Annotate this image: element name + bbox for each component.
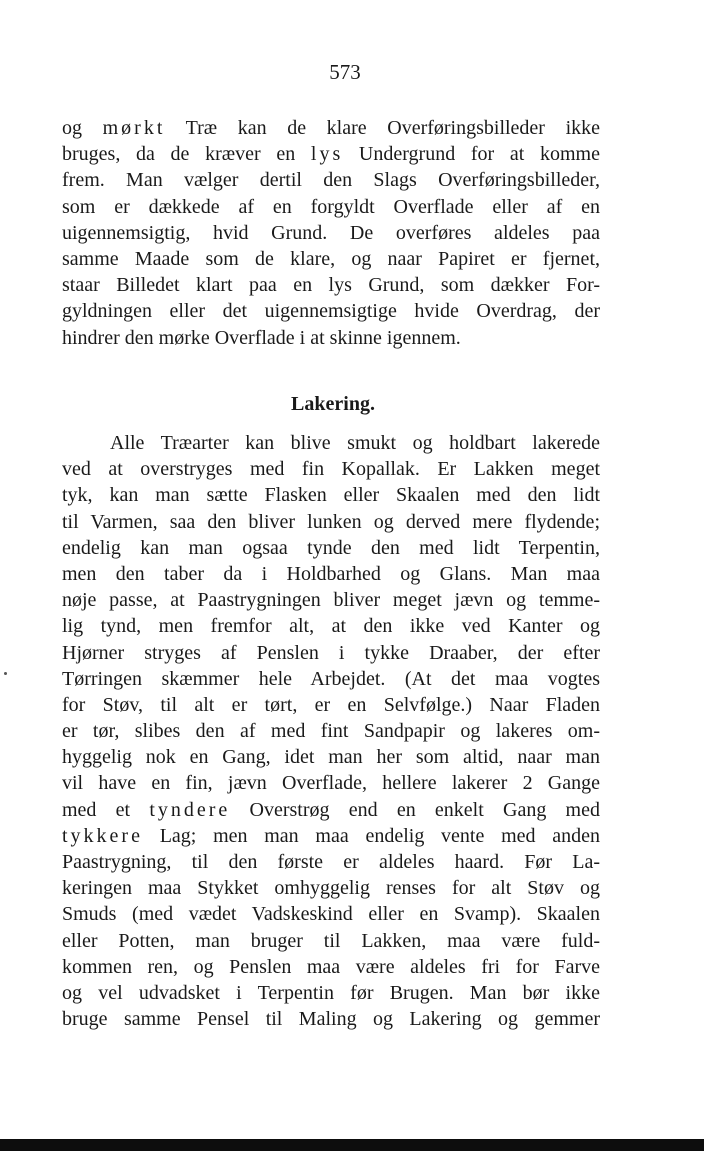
text-run: Træ kan de klare Overføringsbilleder ikke (165, 117, 601, 139)
text-line: eller Potten, man bruger til Lakken, maa være fuld- (62, 929, 600, 952)
text-line: ved at overstryges med fin Kopallak. Er Lakken meget (62, 458, 600, 481)
text-line: er tør, slibes den af med fint Sandpapir og lakeres om- (62, 720, 600, 743)
paragraph-lakering (62, 430, 600, 1032)
text-line: gyldningen eller det uigennemsigtige hvide Overdrag, der (62, 300, 600, 323)
text-line: som er dækkede af en forgyldt Overflade eller af en (62, 195, 600, 218)
text-line: vil have en fin, jævn Overflade, hellere lakerer 2 Gange (62, 772, 600, 795)
text-line: bruge samme Pensel til Maling og Lakering og gemmer (62, 1008, 600, 1031)
text-line: uigennemsigtig, hvid Grund. De overføres aldeles paa (62, 221, 600, 244)
text-line: Paastrygning, til den første er aldeles haard. Før La- (62, 851, 600, 873)
emphasized-word: tyndere (149, 798, 231, 821)
page-number: 573 (329, 60, 361, 84)
text-line (62, 823, 600, 849)
section-heading: Lakering. (291, 393, 375, 415)
text-line: til Varmen, saa den bliver lunken og derved mere flydende; (62, 510, 600, 533)
text-line: keringen maa Stykket omhyggelig renses for alt Støv og (62, 877, 600, 900)
text-line: hyggelig nok en Gang, idet man her som altid, naar man (62, 746, 600, 769)
text-line (62, 115, 600, 141)
text-line: lig tynd, men fremfor alt, at den ikke ved Kanter og (62, 615, 600, 638)
text-line: men den taber da i Holdbarhed og Glans. Man maa (62, 562, 600, 585)
text-line: samme Maade som de klare, og naar Papiret er fjernet, (62, 247, 600, 270)
text-line: staar Billedet klart paa en lys Grund, som dækker For- (62, 274, 600, 297)
text-run: og (62, 117, 103, 139)
paragraph-overforingsbilleder (62, 115, 600, 351)
text-line: Tørringen skæmmer hele Arbejdet. (At det maa vogtes (62, 667, 600, 690)
emphasized-word: tykkere (62, 824, 143, 847)
text-run: bruges, da de kræver en (62, 143, 311, 166)
text-run: med et (62, 798, 150, 821)
text-line: kommen ren, og Penslen maa være aldeles fri for Farve (62, 955, 600, 978)
text-line (62, 797, 600, 823)
text-line: for Støv, til alt er tørt, er en Selvfølge.) Naar Fladen (62, 693, 600, 716)
text-line: endelig kan man ogsaa tynde den med lidt Terpentin, (62, 536, 600, 559)
text-line: hindrer den mørke Overflade i at skinne igennem. (62, 326, 461, 349)
text-line: tyk, kan man sætte Flasken eller Skaalen med den lidt (62, 484, 600, 507)
text-line: Smuds (med vædet Vadskeskind eller en Svamp). Skaalen (62, 903, 600, 926)
margin-speck (4, 672, 7, 675)
text-line: nøje passe, at Paastrygningen bliver meget jævn og temme- (62, 589, 600, 612)
emphasized-word: lys (310, 143, 344, 166)
text-run: Undergrund for at komme (343, 143, 600, 166)
text-line: Alle Træarter kan blive smukt og holdbart lakerede (110, 432, 600, 454)
emphasized-word: mørkt (102, 117, 166, 139)
text-run: Lag; men man maa endelig vente med anden (142, 824, 600, 847)
text-line: Hjørner stryges af Penslen i tykke Draaber, der efter (62, 641, 600, 664)
text-run: Overstrøg end en enkelt Gang med (230, 798, 600, 821)
scan-edge-bar (0, 1139, 704, 1151)
text-line: og vel udvadsket i Terpentin før Brugen. Man bør ikke (62, 981, 600, 1004)
text-line: frem. Man vælger dertil den Slags Overføringsbilleder, (62, 169, 600, 192)
text-line (62, 141, 600, 167)
